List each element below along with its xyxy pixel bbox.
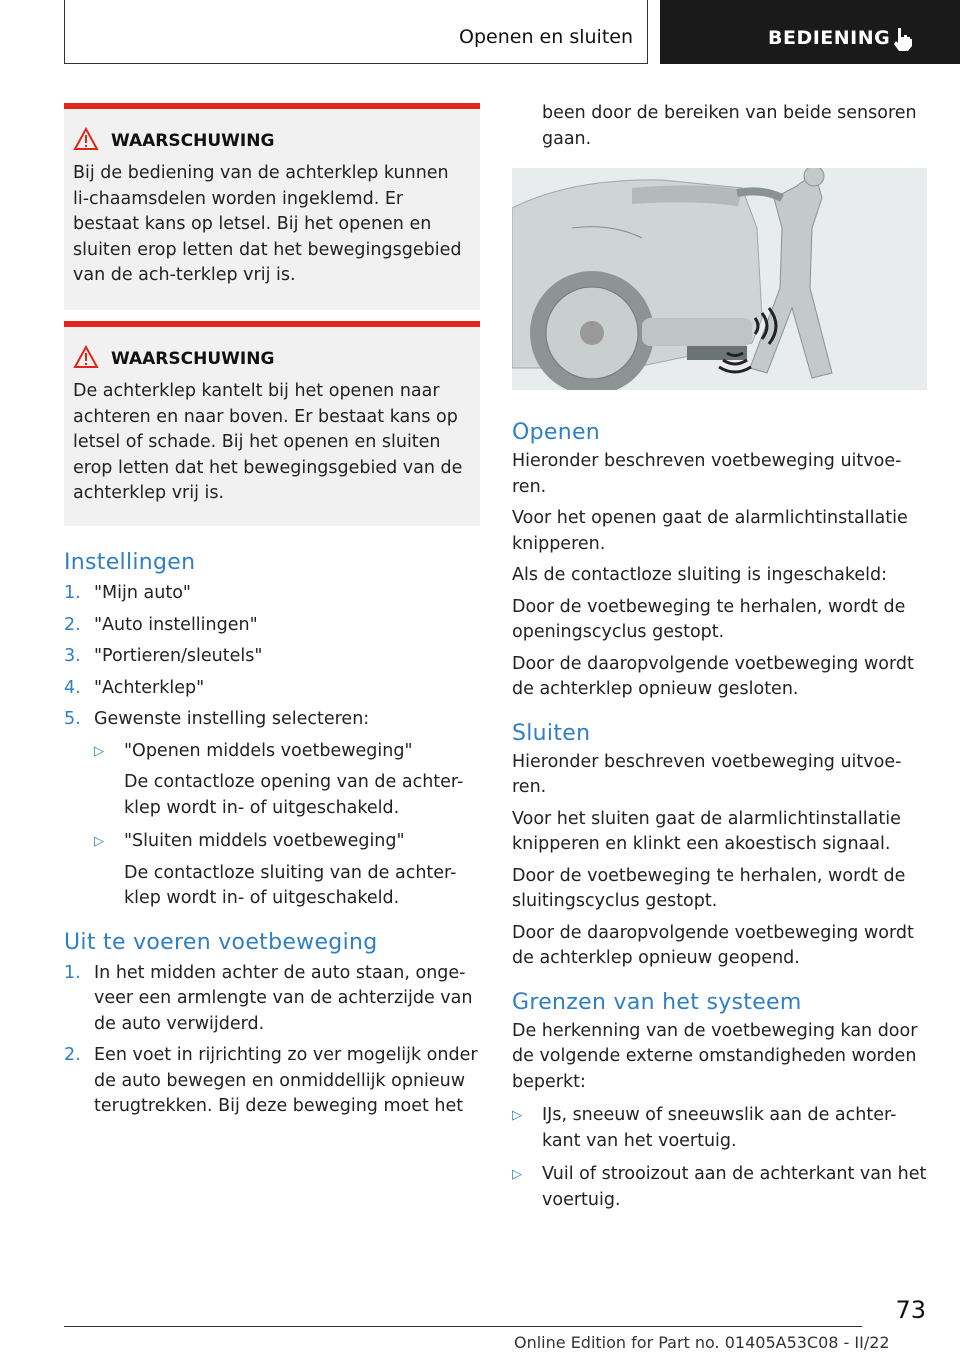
warning-triangle-icon — [73, 345, 99, 369]
triangle-bullet-icon: ▷ — [512, 1167, 522, 1182]
warning-triangle-icon — [73, 127, 99, 151]
warning-text: De achterklep kantelt bij het openen naar achteren en naar boven. Er bestaat kans op letsel of schade. Bij het openen en sluiten erop letten dat het bewegingsgebied van de achterklep vrij is. — [73, 381, 463, 503]
limits-list — [512, 1103, 927, 1213]
header-section-title: Openen en sluiten — [459, 26, 633, 48]
option-description: De contactloze opening van de achter-klep wordt in- of uitgeschakeld. — [124, 772, 464, 818]
settings-options — [94, 739, 480, 912]
section-heading-instellingen: Instellingen — [64, 550, 196, 575]
list-item: 2. "Auto instellingen" — [64, 614, 258, 635]
triangle-bullet-icon: ▷ — [94, 743, 104, 759]
step-continuation: been door de bereiken van beide sensoren gaan. — [542, 103, 917, 149]
hand-pointer-icon — [892, 26, 914, 52]
paragraph: De herkenning van de voetbeweging kan door de volgende externe omstandigheden worden beperkt: — [512, 1020, 918, 1092]
list-item: 4. "Achterklep" — [64, 677, 205, 698]
paragraph: Voor het openen gaat de alarmlichtinstallatie knipperen. — [512, 508, 908, 554]
paragraph: Door de voetbeweging te herhalen, wordt de sluitingscyclus gestopt. — [512, 865, 906, 911]
list-item: 3. "Portieren/sleutels" — [64, 646, 263, 666]
option-description: De contactloze sluiting van de achter-klep wordt in- of uitgeschakeld. — [124, 862, 457, 908]
section-heading-grenzen: Grenzen van het systeem — [512, 989, 802, 1015]
paragraph: Hieronder beschreven voetbeweging uitvoe-ren. — [512, 751, 902, 797]
warning-title: WAARSCHUWING — [111, 349, 275, 369]
header-chapter-title: BEDIENING — [768, 27, 891, 49]
header-section-box — [64, 0, 648, 64]
tailgate-illustration — [512, 168, 927, 390]
header-chapter-box — [660, 0, 960, 64]
triangle-bullet-icon: ▷ — [512, 1108, 522, 1123]
list-item: 1. "Mijn auto" — [64, 583, 191, 603]
section-heading-voetbeweging: Uit te voeren voetbeweging — [64, 929, 378, 955]
warning-title: WAARSCHUWING — [111, 131, 275, 151]
warning-box — [64, 103, 480, 310]
footer-divider — [64, 1326, 862, 1327]
foot-motion-steps — [64, 961, 480, 1120]
paragraph: Door de voetbeweging te herhalen, wordt de openingscyclus gestopt. — [512, 596, 906, 642]
list-item: 5. Gewenste instelling selecteren: — [64, 709, 370, 729]
section-heading-sluiten: Sluiten — [512, 720, 591, 746]
list-item: ▷ IJs, sneeuw of sneeuwslik aan de achter-kant van het voertuig. — [512, 1105, 897, 1151]
footer-edition: Online Edition for Part no. 01405A53C08 - II/22 — [514, 1333, 890, 1352]
section-heading-openen: Openen — [512, 420, 601, 445]
paragraph: Door de daaropvolgende voetbeweging wordt de achterklep opnieuw gesloten. — [512, 653, 914, 699]
warning-text: Bij de bediening van de achterklep kunnen li-chaamsdelen worden ingeklemd. Er bestaat kans op letsel. Bij het openen en sluiten erop letten dat het bewegingsgebied van de ach-terklep vrij is. — [73, 163, 462, 285]
paragraph: Als de contactloze sluiting is ingeschakeld: — [512, 565, 888, 585]
list-item: ▷ "Openen middels voetbeweging" De contactloze opening van de achter-klep wordt in- of uitgeschakeld. — [94, 739, 480, 822]
paragraph: Hieronder beschreven voetbeweging uitvoe-ren. — [512, 451, 902, 497]
list-item: ▷ "Sluiten middels voetbeweging" De contactloze sluiting van de achter-klep wordt in- of uitgeschakeld. — [94, 829, 480, 912]
warning-box — [64, 321, 480, 526]
list-item: 2. Een voet in rijrichting zo ver mogelijk onder de auto bewegen en onmiddellijk opnieuw terugtrekken. Bij deze beweging moet het — [64, 1045, 478, 1116]
paragraph: Door de daaropvolgende voetbeweging wordt de achterklep opnieuw geopend. — [512, 922, 914, 968]
list-item: 1. In het midden achter de auto staan, onge-veer een armlengte van de achterzijde van de auto verwijderd. — [64, 962, 473, 1034]
triangle-bullet-icon: ▷ — [94, 834, 104, 849]
settings-steps — [64, 581, 480, 733]
list-item: ▷ Vuil of strooizout aan de achterkant van het voertuig. — [512, 1164, 927, 1210]
paragraph: Voor het sluiten gaat de alarmlichtinstallatie knipperen en klinkt een akoestisch signaal. — [512, 808, 901, 854]
page-number: 73 — [895, 1296, 926, 1324]
